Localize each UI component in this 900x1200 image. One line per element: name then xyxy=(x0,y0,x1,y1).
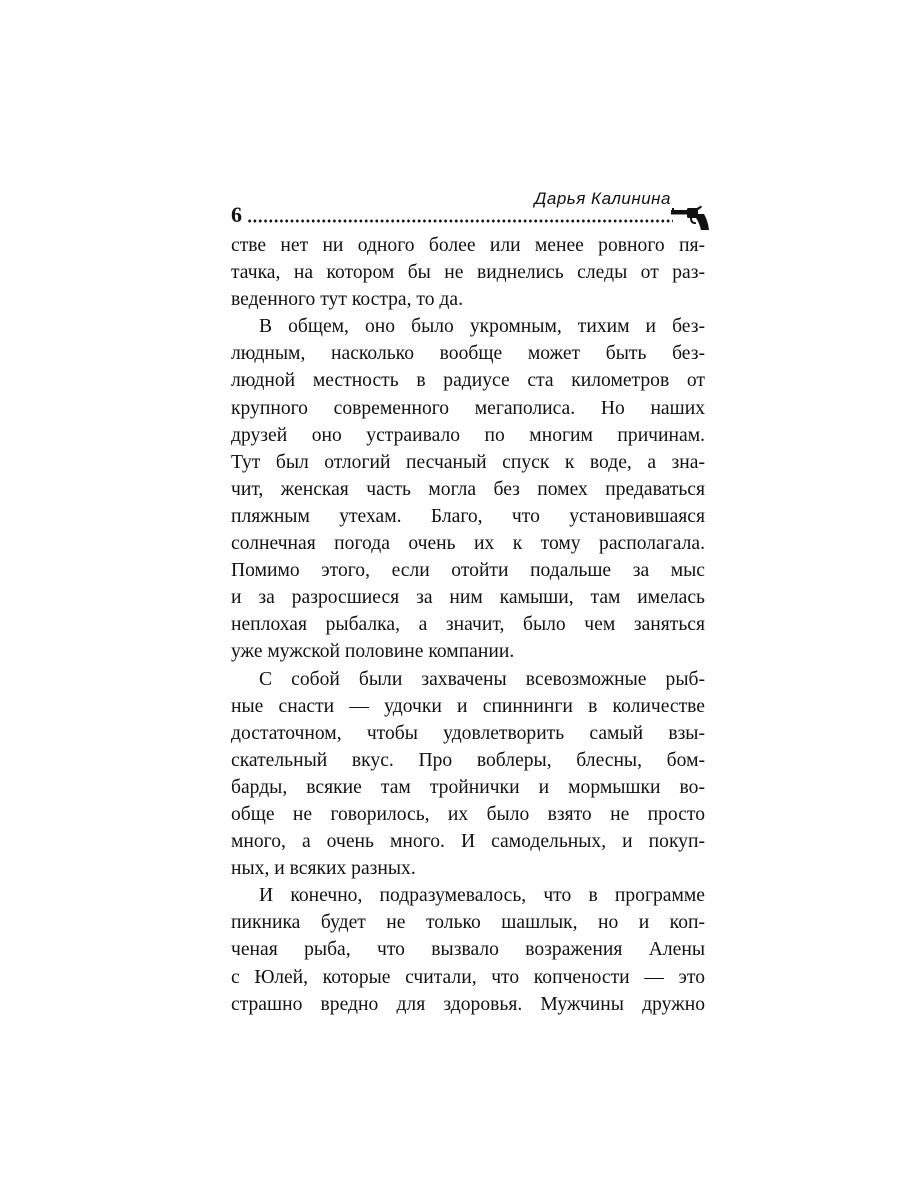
text-line: чит, женская часть могла без помех предаваться xyxy=(231,478,705,500)
text-line: людной местность в радиусе ста километров от xyxy=(231,370,705,392)
text-line: С собой были захвачены всевозможные рыб- xyxy=(259,668,705,690)
revolver-icon xyxy=(671,205,711,231)
text-line: много, а очень много. И самодельных, и покуп- xyxy=(231,831,705,853)
text-line: друзей оно устраивало по многим причинам. xyxy=(231,424,705,446)
text-line: Тут был отлогий песчаный спуск к воде, а зна- xyxy=(231,451,705,473)
text-line: барды, всякие там тройнички и мормышки во- xyxy=(231,776,705,798)
text-line: тачка, на котором бы не виднелись следы от раз- xyxy=(231,262,705,284)
text-line: ные снасти — удочки и спиннинги в количестве xyxy=(231,695,705,717)
text-line: В общем, оно было укромным, тихим и без- xyxy=(259,316,705,338)
text-line: достаточном, чтобы удовлетворить самый взы- xyxy=(231,722,705,744)
text-line: веденного тут костра, то да. xyxy=(231,289,463,311)
text-line: стве нет ни одного более или менее ровного пя- xyxy=(231,235,705,256)
paragraph xyxy=(231,666,705,883)
running-head xyxy=(231,188,711,238)
paragraph xyxy=(231,882,705,1017)
text-body xyxy=(231,232,705,1018)
text-line: ченая рыба, что вызвало возражения Алены xyxy=(231,939,705,961)
paragraph xyxy=(231,313,705,665)
text-line: страшно вредно для здоровья. Мужчины дружно xyxy=(231,993,705,1015)
paragraph xyxy=(231,232,705,313)
text-line: обще не говорилось, их было взято не просто xyxy=(231,803,705,825)
page-number: 6 xyxy=(231,202,242,227)
dot-leader xyxy=(247,219,673,223)
text-line: солнечная погода очень их к тому располагала. xyxy=(231,533,705,555)
text-line: неплохая рыбалка, а значит, было чем заняться xyxy=(231,614,705,636)
text-line: пляжным утехам. Благо, что установившаяся xyxy=(231,505,705,527)
text-line: крупного современного мегаполиса. Но наших xyxy=(231,397,705,419)
text-line: скательный вкус. Про воблеры, блесны, бом- xyxy=(231,749,705,771)
text-line: ных, и всяких разных. xyxy=(231,858,416,880)
text-line: уже мужской половине компании. xyxy=(231,641,515,663)
text-line: и за разросшиеся за ним камыши, там имелась xyxy=(231,587,705,609)
text-line: с Юлей, которые считали, что копчености — это xyxy=(231,966,705,988)
text-line: Помимо этого, если отойти подальше за мыс xyxy=(231,560,705,582)
text-line: пикника будет не только шашлык, но и коп- xyxy=(231,912,705,934)
author-name: Дарья Калинина xyxy=(534,189,671,208)
text-line: И конечно, подразумевалось, что в программе xyxy=(259,885,705,907)
text-line: людным, насколько вообще может быть без- xyxy=(231,343,705,365)
